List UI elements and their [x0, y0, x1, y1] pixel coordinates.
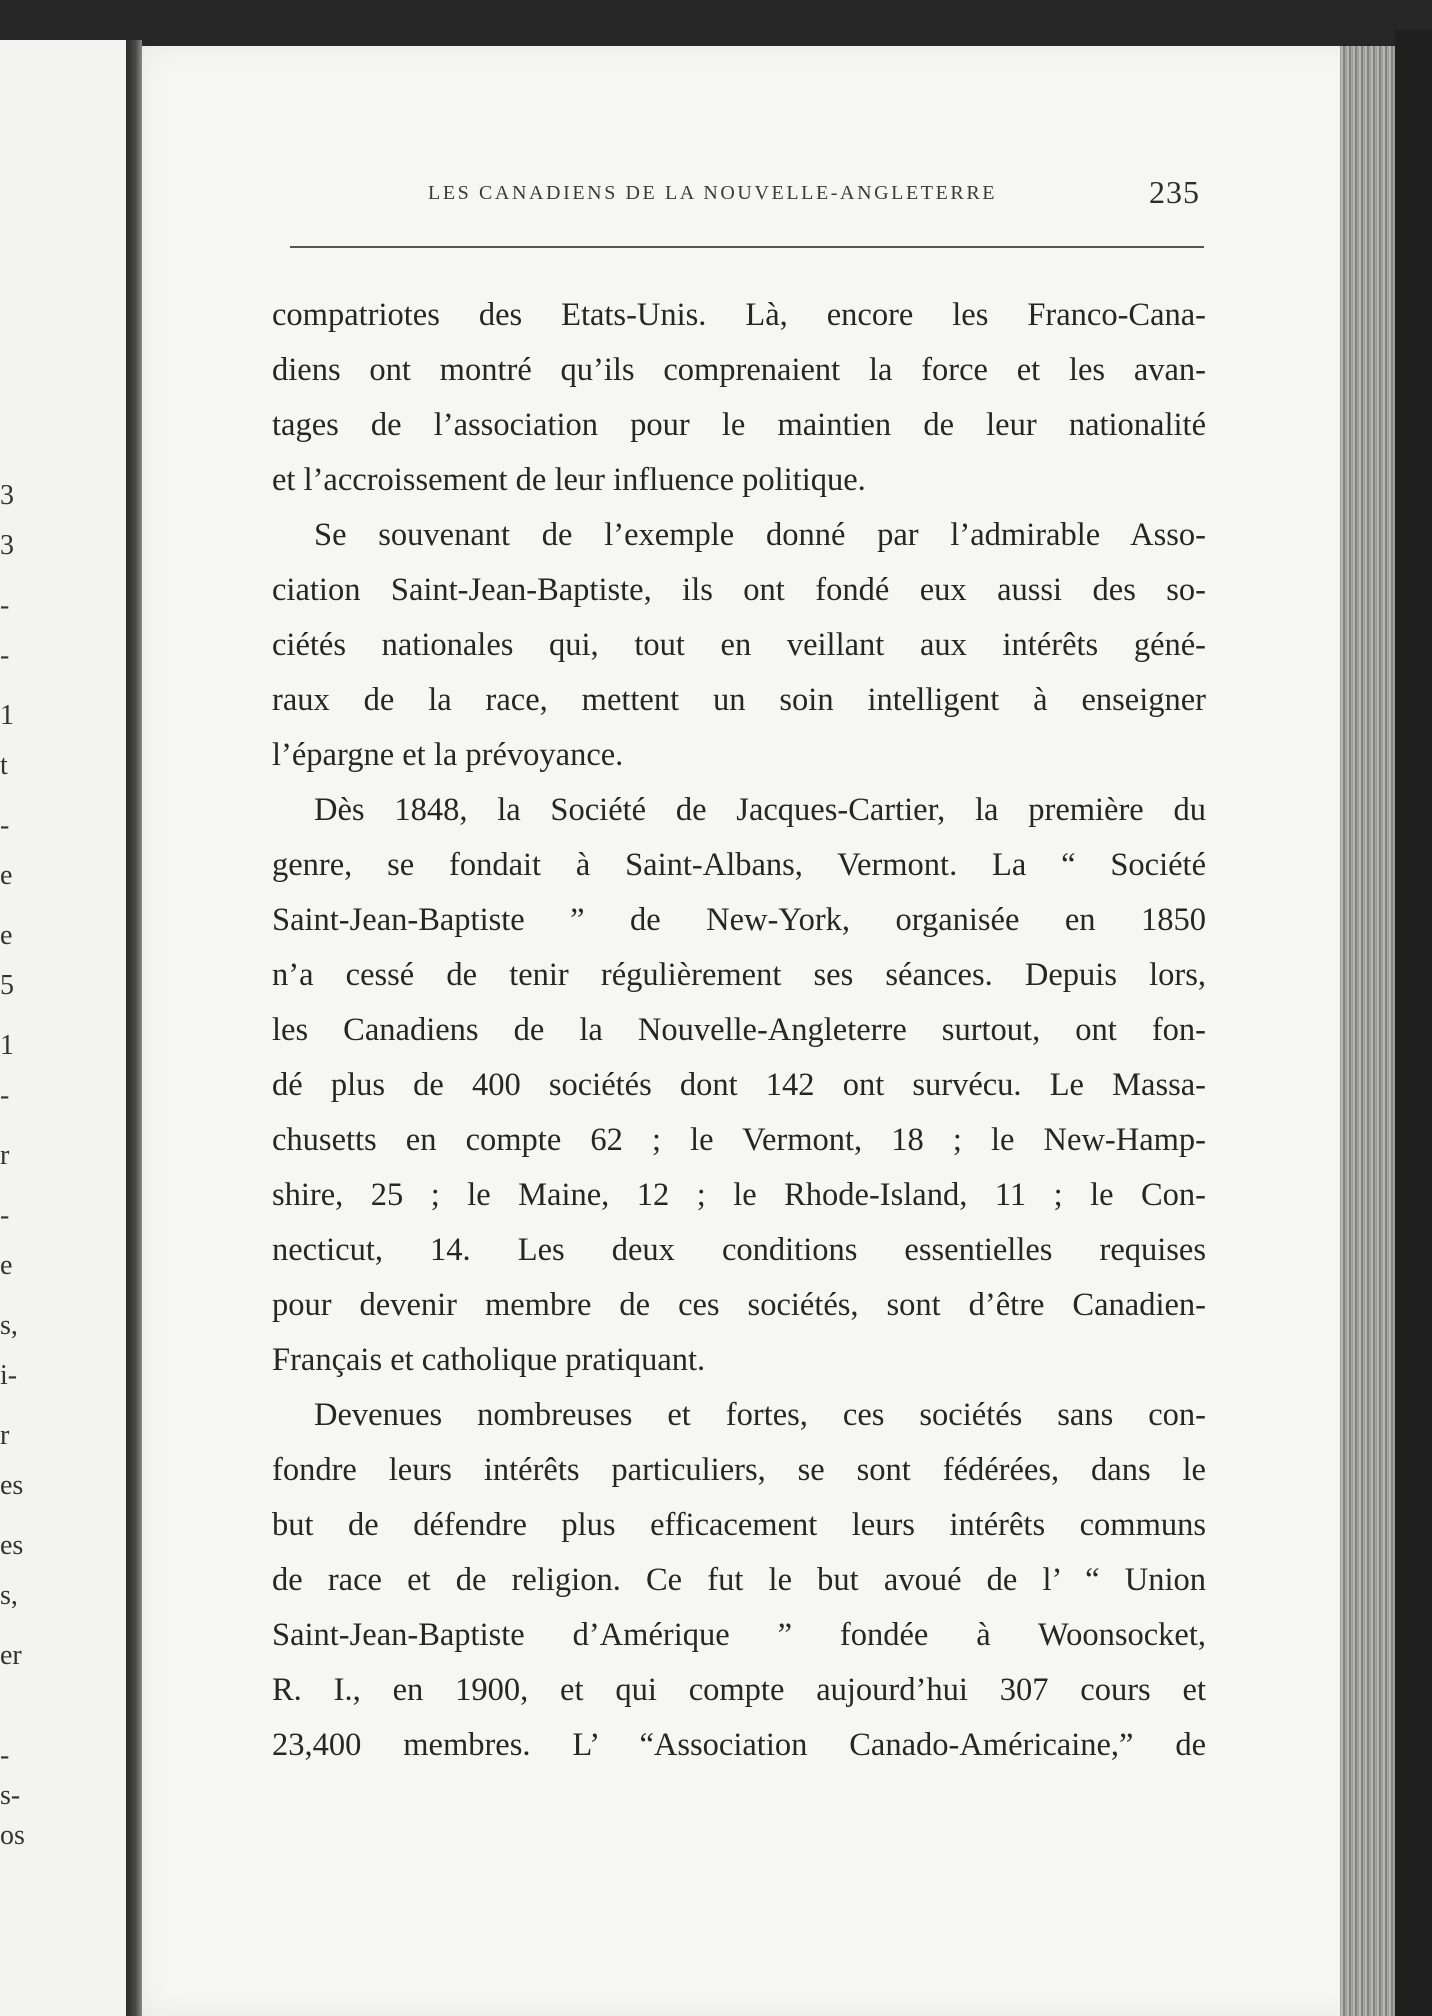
text-line: Français et catholique pratiquant.: [272, 1342, 706, 1378]
text-line: diens ont montré qu’ils comprenaient la force et les avan-: [272, 352, 1206, 388]
margin-fragment: e: [0, 860, 13, 891]
margin-fragment: s,: [0, 1580, 18, 1611]
text-line: raux de la race, mettent un soin intelligent à enseigner: [272, 682, 1206, 718]
margin-fragment: 1: [0, 700, 14, 731]
margin-fragment: es: [0, 1530, 24, 1561]
left-facing-page: [0, 40, 134, 2016]
paragraph-2: [272, 508, 1206, 783]
margin-fragment: 3: [0, 530, 14, 561]
margin-fragment: es: [0, 1470, 24, 1501]
text-line: les Canadiens de la Nouvelle-Angleterre surtout, ont fon-: [272, 1012, 1206, 1048]
text-line: n’a cessé de tenir régulièrement ses séances. Depuis lors,: [272, 957, 1206, 993]
page-number: 235: [1149, 174, 1200, 210]
margin-fragment: os: [0, 1820, 25, 1851]
margin-fragment: -: [0, 1740, 10, 1771]
text-line: compatriotes des Etats-Unis. Là, encore les Franco-Cana-: [272, 297, 1206, 333]
book-gutter: [126, 40, 142, 2016]
margin-fragment: -: [0, 1200, 10, 1231]
text-line: et l’accroissement de leur influence politique.: [272, 462, 866, 498]
paragraph-4: [272, 1388, 1206, 1773]
text-line: necticut, 14. Les deux conditions essentielles requises: [272, 1232, 1206, 1268]
margin-fragment: -: [0, 810, 10, 841]
running-head: [286, 174, 1200, 218]
margin-fragment: r: [0, 1420, 10, 1451]
margin-fragment: e: [0, 1250, 13, 1281]
text-line: Se souvenant de l’exemple donné par l’admirable Asso-: [314, 517, 1206, 553]
header-rule: [290, 246, 1204, 248]
margin-fragment: 3: [0, 480, 14, 511]
text-line: tages de l’association pour le maintien de leur nationalité: [272, 407, 1206, 443]
text-line: 23,400 membres. L’ “Association Canado-Américaine,” de: [272, 1727, 1206, 1763]
text-line: R. I., en 1900, et qui compte aujourd’hui 307 cours et: [272, 1672, 1206, 1708]
text-line: pour devenir membre de ces sociétés, sont d’être Canadien-: [272, 1287, 1206, 1323]
margin-fragment: s,: [0, 1310, 18, 1341]
margin-fragment: 1: [0, 1030, 14, 1061]
text-line: l’épargne et la prévoyance.: [272, 737, 624, 773]
margin-fragment: er: [0, 1640, 22, 1671]
body-text: [272, 288, 1206, 1773]
margin-fragment: e: [0, 920, 13, 951]
margin-fragment: -: [0, 1080, 10, 1111]
margin-fragment: r: [0, 1140, 10, 1171]
margin-fragment: t: [0, 750, 8, 781]
book-cover-edge: [1395, 30, 1432, 2016]
text-line: but de défendre plus efficacement leurs intérêts communs: [272, 1507, 1206, 1543]
text-line: shire, 25 ; le Maine, 12 ; le Rhode-Island, 11 ; le Con-: [272, 1177, 1206, 1213]
text-line: de race et de religion. Ce fut le but avoué de l’ “ Union: [272, 1562, 1206, 1598]
paragraph-1: [272, 288, 1206, 508]
text-line: Saint-Jean-Baptiste ” de New-York, organisée en 1850: [272, 902, 1206, 938]
margin-fragment: -: [0, 640, 10, 671]
margin-fragment: i-: [0, 1360, 18, 1391]
margin-fragment: s-: [0, 1780, 21, 1811]
text-line: ciétés nationales qui, tout en veillant aux intérêts géné-: [272, 627, 1206, 663]
running-title: LES CANADIENS DE LA NOUVELLE-ANGLETERRE: [428, 182, 998, 204]
text-line: dé plus de 400 sociétés dont 142 ont survécu. Le Massa-: [272, 1067, 1206, 1103]
text-line: chusetts en compte 62 ; le Vermont, 18 ; le New-Hamp-: [272, 1122, 1206, 1158]
text-line: Saint-Jean-Baptiste d’Amérique ” fondée à Woonsocket,: [272, 1617, 1206, 1653]
text-line: genre, se fondait à Saint-Albans, Vermont. La “ Société: [272, 847, 1206, 883]
text-line: ciation Saint-Jean-Baptiste, ils ont fondé eux aussi des so-: [272, 572, 1206, 608]
text-line: Dès 1848, la Société de Jacques-Cartier, la première du: [314, 792, 1206, 828]
margin-fragment: -: [0, 590, 10, 621]
paragraph-3: [272, 783, 1206, 1388]
text-line: Devenues nombreuses et fortes, ces sociétés sans con-: [314, 1397, 1206, 1433]
text-line: fondre leurs intérêts particuliers, se sont fédérées, dans le: [272, 1452, 1206, 1488]
margin-fragment: 5: [0, 970, 14, 1001]
